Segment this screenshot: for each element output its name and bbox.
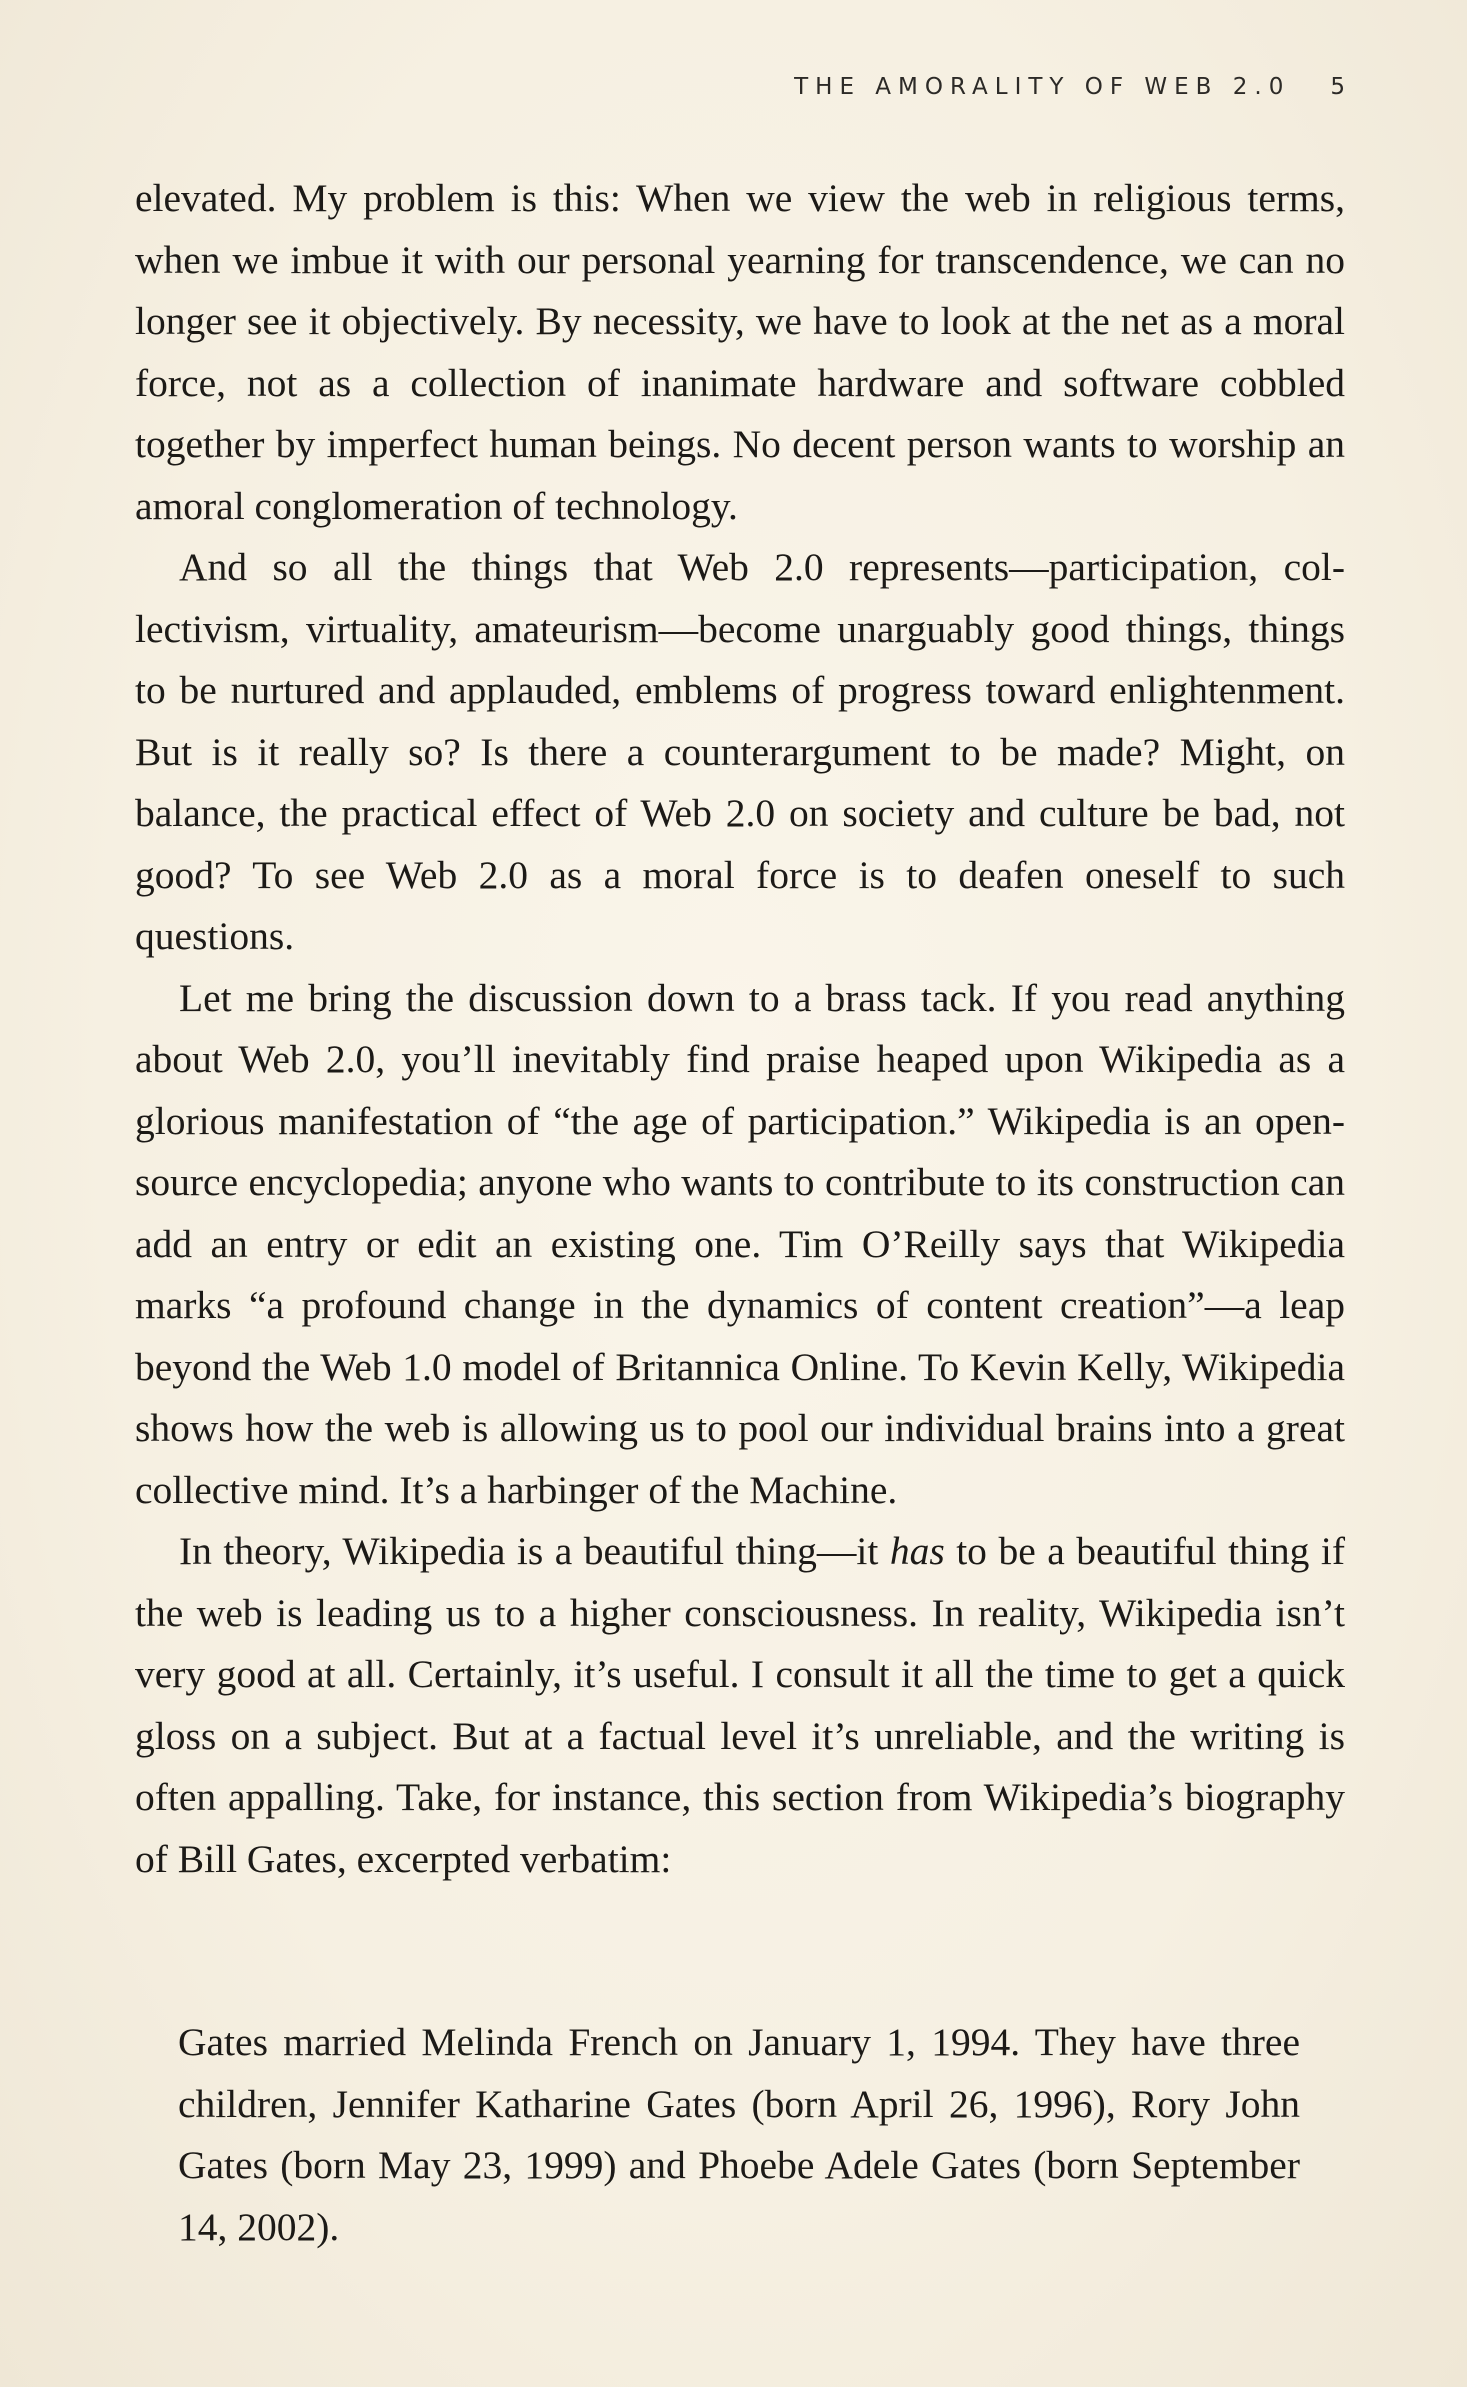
page-number: 5 — [1330, 74, 1345, 100]
paragraph-4-rest: to be a beautiful thing if the web is leading us to a higher consciousness. In reality, Wikipedia isn’t very good at all. Certainly, it’s useful. I consult it all the time to get a quick gloss on a subject. But at a factual level it’s unreliable, and the writing is often appalling. Take, for instance, this section from Wikipedia’s biography of Bill Gates, excerpted verbatim: — [135, 1529, 1346, 1881]
paragraph-4-lead: In theory, Wikipedia is a beautiful thing—it — [179, 1529, 890, 1573]
block-quote: Gates married Melinda French on January 1, 1994. They have three children, Jennifer Katharine Gates (born April 26, 1996), Rory John Gates (born May 23, 1999) and Phoebe Adele Gates (born September 14, 2002). — [178, 2020, 1300, 2249]
paragraph-4 — [135, 1521, 1345, 1890]
running-head — [135, 74, 1345, 100]
paragraph-3: Let me bring the discussion down to a brass tack. If you read anything about Web 2.0, you’ll inevitably find praise heaped upon Wikipedia as a glorious manifestation of “the age of participation.” Wikipedia is an open-source encyclopedia; anyone who wants to contribute to its construction can add an entry or edit an existing one. Tim O’Reilly says that Wikipedia marks “a profound change in the dynamics of content creation”—a leap beyond the Web 1.0 model of Britannica Online. To Kevin Kelly, Wikipedia shows how the web is allowing us to pool our individual brains into a great collective mind. It’s a harbinger of the Machine. — [135, 975, 1345, 1512]
body-text — [135, 168, 1345, 1890]
emphasis-has: has — [889, 1529, 945, 1573]
running-title: THE AMORALITY OF WEB 2.0 — [794, 74, 1291, 100]
paragraph-2: And so all the things that Web 2.0 represents—participation, collectivism, virtuality, amateurism—become unarguably good things, things to be nurtured and applauded, emblems of progress toward enlightenment. But is it really so? Is there a counterargument to be made? Might, on balance, the practical effect of Web 2.0 on society and culture be bad, not good? To see Web 2.0 as a moral force is to deafen oneself to such questions. — [135, 545, 1345, 958]
paragraph-1: elevated. My problem is this: When we view the web in religious terms, when we imbue it with our personal yearning for transcendence, we can no longer see it objectively. By necessity, we have to look at the net as a moral force, not as a collection of inanimate hardware and software cobbled together by imperfect human beings. No decent person wants to worship an amoral conglomeration of technology. — [135, 176, 1345, 528]
